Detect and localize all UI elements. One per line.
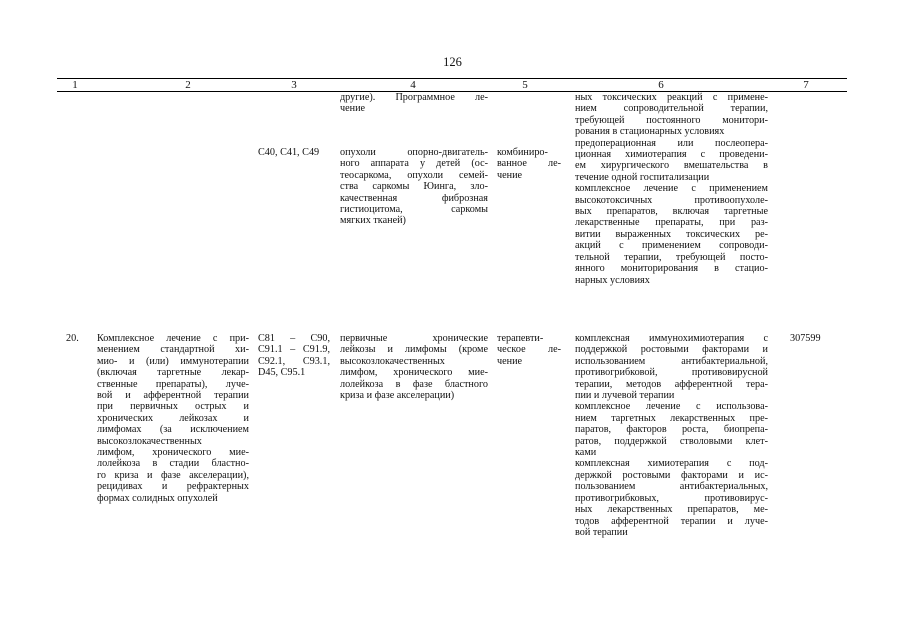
- text-line: C81 – C90,: [258, 333, 330, 344]
- header-col-1: 1: [72, 79, 78, 91]
- text-line: нием таргетных лекарственных пре-: [575, 412, 768, 424]
- text-line: ческое ле-: [497, 344, 561, 356]
- text-line: рования в стационарных условиях: [575, 126, 725, 138]
- text-line: комплексное лечение с использова-: [575, 401, 768, 413]
- text-line: течение одной госпитализации: [575, 171, 710, 183]
- text-line: янного мониторирования в стацио-: [575, 263, 768, 275]
- text-line: мио- и (или) иммунотерапии: [97, 355, 249, 367]
- row2-care-type-name: [97, 333, 249, 504]
- text-line: ванное ле-: [497, 158, 561, 170]
- text-line: терапевти-: [497, 333, 544, 344]
- text-line: комплексная иммунохимиотерапия с: [575, 333, 768, 344]
- text-line: высокозлокачественных: [340, 355, 445, 367]
- text-line: ственные препараты), луче-: [97, 378, 249, 390]
- text-line: го криза и фазе акселерации),: [97, 469, 249, 481]
- text-line: C92.1, C93.1,: [258, 355, 330, 367]
- text-line: ных токсических реакций с примене-: [575, 92, 768, 103]
- text-line: поддержкой ростовыми факторами и: [575, 344, 768, 356]
- row2-model-description: [340, 333, 488, 401]
- text-line: лекарственные препараты, при раз-: [575, 217, 768, 229]
- text-line: держкой ростовыми факторами и ис-: [575, 469, 768, 481]
- text-line: ства саркомы Юинга, зло-: [340, 181, 488, 193]
- text-line: ратов, поддержкой стволовыми клет-: [575, 435, 768, 447]
- row2-number: [66, 333, 92, 344]
- header-col-5: 5: [522, 79, 528, 91]
- text-line: тельной терапии, требующей посто-: [575, 251, 768, 263]
- text-line: Комплексное лечение с при-: [97, 333, 249, 344]
- text-line: C91.1 – C91.9,: [258, 344, 330, 356]
- text-line: ками: [575, 447, 597, 459]
- text-line: рецидивах и рефрактерных: [97, 481, 249, 493]
- text-line: 307599: [790, 333, 821, 344]
- text-line: чение: [497, 169, 523, 181]
- row1-treatment-type: [497, 147, 561, 181]
- row1-model-description: [340, 147, 488, 227]
- row2-treatment-type: [497, 333, 561, 367]
- table-header-row: [57, 78, 847, 92]
- text-line: нарных условиях: [575, 274, 650, 286]
- header-col-3: 3: [291, 79, 297, 91]
- text-line: другие). Программное ле-: [340, 92, 488, 103]
- row2-cost-standard: [790, 333, 840, 344]
- text-line: формах солидных опухолей: [97, 492, 218, 504]
- text-line: криза и фазе акселерации): [340, 390, 455, 402]
- text-line: паратов, факторов роста, биопрепа-: [575, 424, 768, 436]
- row2-icd-codes: [258, 333, 330, 379]
- text-line: высокозлокачественных: [97, 435, 202, 447]
- text-line: ных лекарственных препаратов, ме-: [575, 504, 768, 516]
- text-line: витии выраженных токсических ре-: [575, 228, 768, 240]
- text-line: менением стандартной хи-: [97, 344, 249, 356]
- text-line: первичные хронические: [340, 333, 488, 344]
- text-line: ного аппарата у детей (ос-: [340, 158, 488, 170]
- row2-treatment-method: [575, 333, 768, 538]
- text-line: вой и афферентной терапии: [97, 390, 249, 402]
- page-number: 126: [443, 55, 462, 69]
- text-line: комплексная химиотерапия с под-: [575, 458, 768, 470]
- text-line: лолейкоза в стадии бластно-: [97, 458, 249, 470]
- text-line: использованием антибактериальной,: [575, 355, 768, 367]
- header-col-4: 4: [410, 79, 416, 91]
- text-line: акций с применением сопроводи-: [575, 240, 768, 252]
- text-line: комплексное лечение с применением: [575, 183, 768, 195]
- text-line: чение: [497, 355, 523, 367]
- text-line: ционная химиотерапия с проведени-: [575, 149, 768, 161]
- row1-icd-codes: [258, 147, 338, 158]
- header-col-7: 7: [803, 79, 809, 91]
- text-line: лимфом, хронического мие-: [97, 447, 249, 459]
- text-line: вых препаратов, включая таргетные: [575, 206, 768, 218]
- text-line: гистиоцитома, саркомы: [340, 204, 488, 216]
- text-line: опухоли опорно-двигатель-: [340, 147, 488, 158]
- text-line: лимфом, хронического мие-: [340, 367, 488, 379]
- text-line: тодов афферентной терапии и луче-: [575, 515, 768, 527]
- text-line: C40, C41, C49: [258, 147, 320, 158]
- text-line: чение: [340, 103, 366, 115]
- text-line: (включая таргетные лекар-: [97, 367, 249, 379]
- text-line: теосаркома, опухоли семей-: [340, 169, 488, 181]
- text-line: лимфомах (за исключением: [97, 424, 249, 436]
- text-line: комбиниро-: [497, 147, 548, 158]
- text-line: терапии, методов афферентной тера-: [575, 378, 768, 390]
- text-line: лейкозы и лимфомы (кроме: [340, 344, 488, 356]
- text-line: мягких тканей): [340, 215, 406, 227]
- text-line: хронических лейкозах и: [97, 412, 249, 424]
- text-line: качественная фиброзная: [340, 192, 488, 204]
- text-line: вой терапии: [575, 526, 628, 538]
- row0-method-description: [340, 92, 488, 115]
- header-col-2: 2: [185, 79, 191, 91]
- header-col-6: 6: [658, 79, 664, 91]
- text-line: предоперационная или послеопера-: [575, 137, 768, 149]
- text-line: пии и лучевой терапии: [575, 390, 675, 402]
- text-line: требующей постоянного монитори-: [575, 114, 768, 126]
- text-line: лолейкоза в фазе бластного: [340, 378, 488, 390]
- text-line: ем хирургического вмешательства в: [575, 160, 768, 172]
- text-line: пользованием антибактериальных,: [575, 481, 768, 493]
- text-line: противогрибковых, противовирус-: [575, 492, 768, 504]
- text-line: при первичных острых и: [97, 401, 249, 413]
- text-line: противогрибковой, противовирусной: [575, 367, 768, 379]
- text-line: высокотоксичных противоопухоле-: [575, 194, 768, 206]
- text-line: 20.: [66, 333, 79, 344]
- row0-treatment-method: [575, 92, 768, 286]
- text-line: D45, C95.1: [258, 367, 306, 379]
- text-line: нием сопроводительной терапии,: [575, 103, 768, 115]
